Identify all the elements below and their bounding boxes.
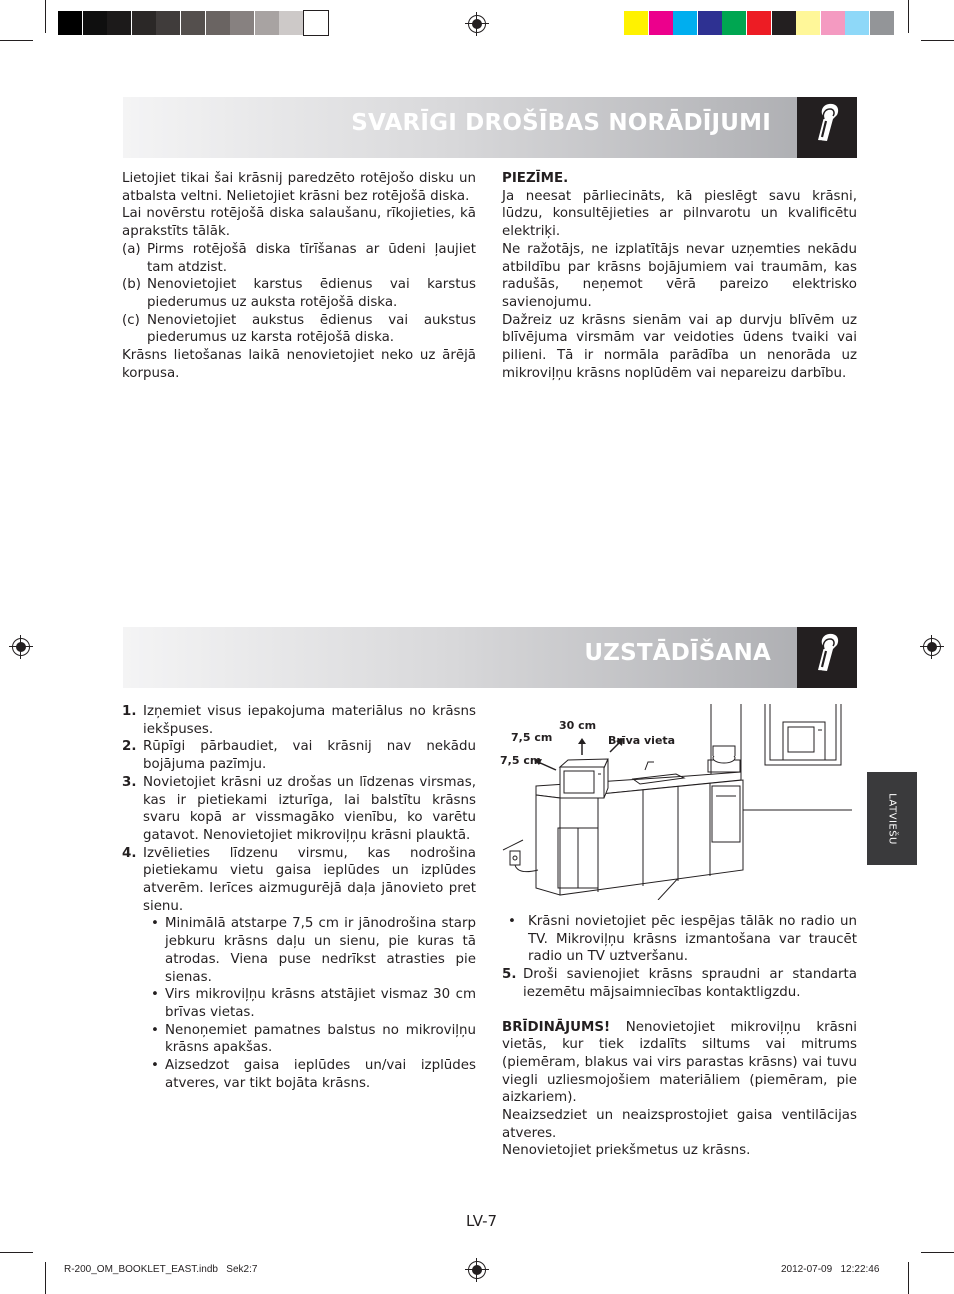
warning-heading: BRĪDINĀJUMS!: [502, 1019, 611, 1035]
color-swatch: [870, 11, 894, 35]
safety-paragraph: Lietojiet tikai šai krāsnij paredzēto rotējošo disku un atbalsta veltni. Nelietojiet krāsni bez rotējošā diska.: [122, 171, 476, 204]
step-text: Izvēlieties līdzenu virsmu, kas nodrošina pietiekamu vietu gaisa ieplūdes un izplūdes atverēm. Ierīces aizmugurējā daļa jānovieto pret sienu.: [143, 845, 476, 914]
crop-mark: [0, 40, 33, 41]
color-swatch: [107, 11, 131, 35]
bullet-icon: •: [151, 1022, 159, 1038]
color-swatch: [206, 11, 230, 35]
color-swatch: [279, 11, 303, 35]
crop-mark: [921, 40, 954, 41]
note-paragraph: Ja neesat pārliecināts, kā pieslēgt savu krāsni, lūdzu, konsultējieties ar pilnvarotu un kvalificētu elektriķi.: [502, 188, 857, 240]
warning-paragraph: [502, 1019, 857, 1108]
color-swatch: [181, 11, 205, 35]
bullet-text: Aizsedzot gaisa ieplūdes un/vai izplūdes atveres, var tikt bojāta krāsns.: [165, 1058, 476, 1091]
step-number: 3.: [122, 774, 137, 790]
color-swatch: [747, 11, 771, 35]
color-swatch: [772, 11, 796, 35]
section-banner-installation: [123, 627, 857, 688]
list-item: [122, 241, 476, 276]
color-swatch: [230, 11, 254, 35]
color-swatch: [698, 11, 722, 35]
bullet-text: Nenoņemiet pamatnes balstus no mikroviļņu krāsns apakšas.: [165, 1022, 476, 1056]
bullet-item: [143, 1057, 476, 1092]
color-swatch: [58, 11, 82, 35]
color-swatch: [673, 11, 697, 35]
list-item: [122, 312, 476, 347]
figure-label-top-clearance: 30 cm: [559, 719, 597, 732]
registration-mark-icon: [468, 15, 486, 33]
bullet-item: [143, 915, 476, 986]
list-item-text: Pirms rotējošā diska tīrīšanas ar ūdeni ļaujiet tam atdzist.: [147, 241, 476, 275]
crop-mark: [908, 0, 909, 33]
note-heading: PIEZĪME.: [502, 171, 569, 186]
color-swatch: [255, 11, 279, 35]
registration-mark-icon: [468, 1261, 486, 1279]
color-swatch: [83, 11, 107, 35]
color-swatch: [845, 11, 869, 35]
bullet-text: Minimālā atstarpe 7,5 cm ir jānodrošina starp jebkuru krāsns daļu un sienu, pie kuras tā atrodas. Viena puse nedrīkst atrasties pie sienas.: [165, 916, 476, 985]
warning-exclamation-icon: [797, 627, 857, 688]
warning-exclamation-icon: [797, 97, 857, 158]
installation-right-column: [502, 913, 857, 1160]
color-swatch: [156, 11, 180, 35]
color-swatch: [821, 11, 845, 35]
safety-paragraph: Lai novērstu rotējošā diska salaušanu, rīkojieties, kā aprakstīts tālāk.: [122, 206, 476, 240]
bullet-text: Virs mikroviļņu krāsns atstājiet vismaz 30 cm brīvas vietas.: [165, 987, 476, 1020]
step-number: 5.: [502, 967, 517, 983]
color-swatch: [304, 11, 328, 35]
section-title: UZSTĀDĪŠANA: [584, 640, 771, 666]
crop-mark: [921, 1252, 954, 1253]
registration-mark-icon: [12, 638, 30, 656]
bullet-item: [143, 986, 476, 1021]
registration-mark-icon: [923, 638, 941, 656]
color-swatch: [649, 11, 673, 35]
step-number: 2.: [122, 739, 137, 755]
kitchen-illustration: [498, 700, 858, 900]
color-swatch: [132, 11, 156, 35]
crop-mark: [0, 1252, 33, 1253]
color-swatch: [796, 11, 820, 35]
bullet-item: [502, 913, 857, 966]
safety-right-column: [502, 170, 857, 382]
warning-text: Nenovietojiet mikroviļņu krāsni vietās, kur tiek izdalīts siltums vai mitrums (piemēram, blakus vai virs parastas krāsns) vai tuvu viegli uzliesmojošiem materiāliem (piemēram, pie aizkariem).: [502, 1019, 857, 1106]
safety-left-column: [122, 170, 476, 382]
step-text: Droši savienojiet krāsns spraudni ar standarta iezemētu mājsaimniecības kontaktligzdu.: [523, 967, 857, 1000]
footer-date: 2012-07-09 12:22:46: [781, 1264, 880, 1275]
safety-paragraph: Krāsns lietošanas laikā nenovietojiet neko uz ārējā korpusa.: [122, 348, 476, 381]
bullet-icon: •: [151, 916, 159, 932]
step-item: [122, 845, 476, 916]
section-title: SVARĪGI DROŠĪBAS NORĀDĪJUMI: [351, 110, 771, 136]
bullet-icon: •: [151, 1058, 159, 1074]
crop-mark: [908, 1262, 909, 1294]
list-item-text: Nenovietojiet aukstus ēdienus vai aukstus piederumus uz karsta rotējošā diska.: [147, 312, 476, 346]
bullet-item: [143, 1022, 476, 1057]
bullet-icon: •: [508, 914, 516, 929]
step-number: 4.: [122, 845, 137, 861]
step-item: [122, 703, 476, 738]
figure-label-free-space: Brīva vieta: [608, 734, 676, 747]
step-text: Rūpīgi pārbaudiet, vai krāsnij nav nekādu bojājuma pazīmju.: [143, 739, 476, 773]
list-item-text: Nenovietojiet karstus ēdienus vai karstus piederumus uz auksta rotējošā diska.: [147, 277, 476, 310]
warning-paragraph: Neaizsedziet un neaizsprostojiet gaisa ventilācijas atveres.: [502, 1108, 857, 1141]
list-item-label: (a): [122, 241, 141, 257]
list-item-label: (c): [122, 312, 140, 328]
language-label: LATVIEŠU: [886, 792, 898, 845]
figure-label-side-clearance: 7,5 cm: [500, 754, 542, 767]
list-item-label: (b): [122, 277, 141, 293]
figure-label-side-clearance: 7,5 cm: [511, 731, 553, 744]
color-swatch: [624, 11, 648, 35]
bullet-text: Krāsni novietojiet pēc iespējas tālāk no radio un TV. Mikroviļņu krāsns izmantošana var traucēt radio un TV uztveršanu.: [528, 914, 857, 965]
section-banner-safety: [123, 97, 857, 158]
list-item: [122, 276, 476, 311]
step-number: 1.: [122, 704, 137, 719]
installation-left-column: [122, 703, 476, 1092]
step-item: [122, 738, 476, 773]
step-text: Izņemiet visus iepakojuma materiālus no krāsns iekšpuses.: [143, 704, 476, 737]
crop-mark: [45, 0, 46, 33]
language-side-tab: [867, 772, 917, 865]
step-item: [502, 966, 857, 1001]
step-item: [122, 774, 476, 845]
step-text: Novietojiet krāsni uz drošas un līdzenas virsmas, kas ir pietiekami izturīga, lai balstītu krāsns svaru kopā ar vissmagāko vienību, ko varētu gatavot. Nenovietojiet mikroviļņu krāsni plauktā.: [143, 774, 476, 843]
crop-mark: [45, 1262, 46, 1294]
color-swatch: [722, 11, 746, 35]
page-number: LV-7: [466, 1212, 498, 1230]
footer-file-info: R-200_OM_BOOKLET_EAST.indb Sek2:7: [64, 1264, 258, 1275]
note-paragraph: Ne ražotājs, ne izplatītājs nevar uzņemties nekādu atbildību par krāsns bojājumiem vai traumām, kas radušās, neņemot vērā pareizo elektrisko savienojumu.: [502, 241, 857, 310]
bullet-icon: •: [151, 987, 159, 1003]
warning-paragraph: Nenovietojiet priekšmetus uz krāsns.: [502, 1143, 751, 1159]
note-paragraph: Dažreiz uz krāsns sienām vai ap durvju blīvēm uz blīvējuma virsmām var veidoties ūdens tvaiki vai pilieni. Tā ir normāla parādība un nenorāda uz mikroviļņu krāsns noplūdēm vai nepareizu darbību.: [502, 312, 857, 381]
